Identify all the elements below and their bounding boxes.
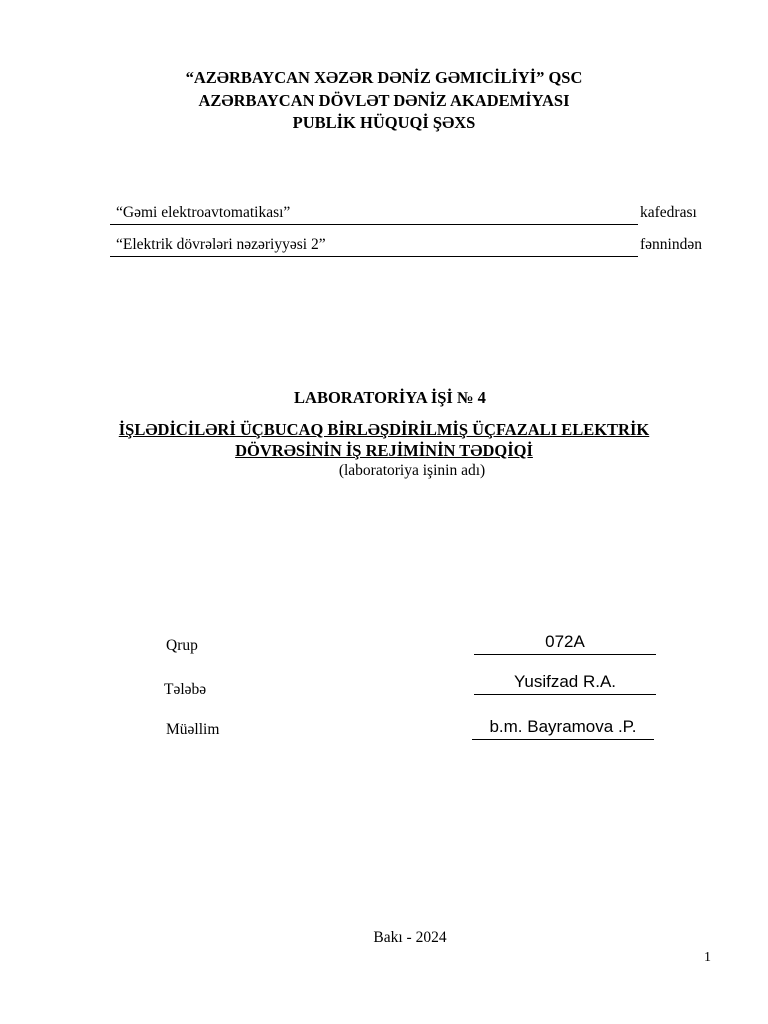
subject-name: “Elektrik dövrələri nəzəriyyəsi 2” (116, 236, 326, 253)
page-number: 1 (704, 950, 711, 965)
lab-topic-line1 (0, 420, 768, 440)
teacher-label: Müəllim (166, 721, 220, 738)
lab-topic-text1: İŞLƏDİCİLƏRİ ÜÇBUCAQ BİRLƏŞDİRİLMİŞ ÜÇFAZALI ELEKTRİK (118, 420, 650, 439)
subject-line (110, 236, 722, 258)
subject-suffix: fənnindən (640, 236, 702, 253)
subject-name-field (110, 236, 638, 257)
organization-name: “AZƏRBAYCAN XƏZƏR DƏNİZ GƏMICİLİYİ” QSC (185, 68, 583, 87)
lab-topic-line2 (0, 441, 768, 461)
academy-name: AZƏRBAYCAN DÖVLƏT DƏNİZ AKADEMİYASI (198, 91, 570, 110)
department-name-field (110, 204, 638, 225)
legal-status: PUBLİK HÜQUQİ ŞƏXS (292, 113, 476, 132)
student-label: Tələbə (164, 681, 207, 698)
department-line (110, 204, 722, 226)
student-value: Yusifzad R.A. (474, 672, 656, 695)
lab-title: LABORATORİYA İŞİ № 4 (294, 388, 486, 407)
department-suffix: kafedrası (640, 204, 697, 221)
group-value: 072A (474, 632, 656, 655)
lab-topic-text2: DÖVRƏSİNİN İŞ REJİMİNİN TƏDQİQİ (235, 441, 533, 460)
department-name: “Gəmi elektroavtomatikası” (116, 204, 291, 221)
teacher-value: b.m. Bayramova .P. (472, 717, 654, 740)
city-year: Bakı - 2024 (373, 929, 447, 946)
group-label: Qrup (166, 637, 198, 654)
lab-topic-hint: (laboratoriya işinin adı) (338, 462, 486, 479)
